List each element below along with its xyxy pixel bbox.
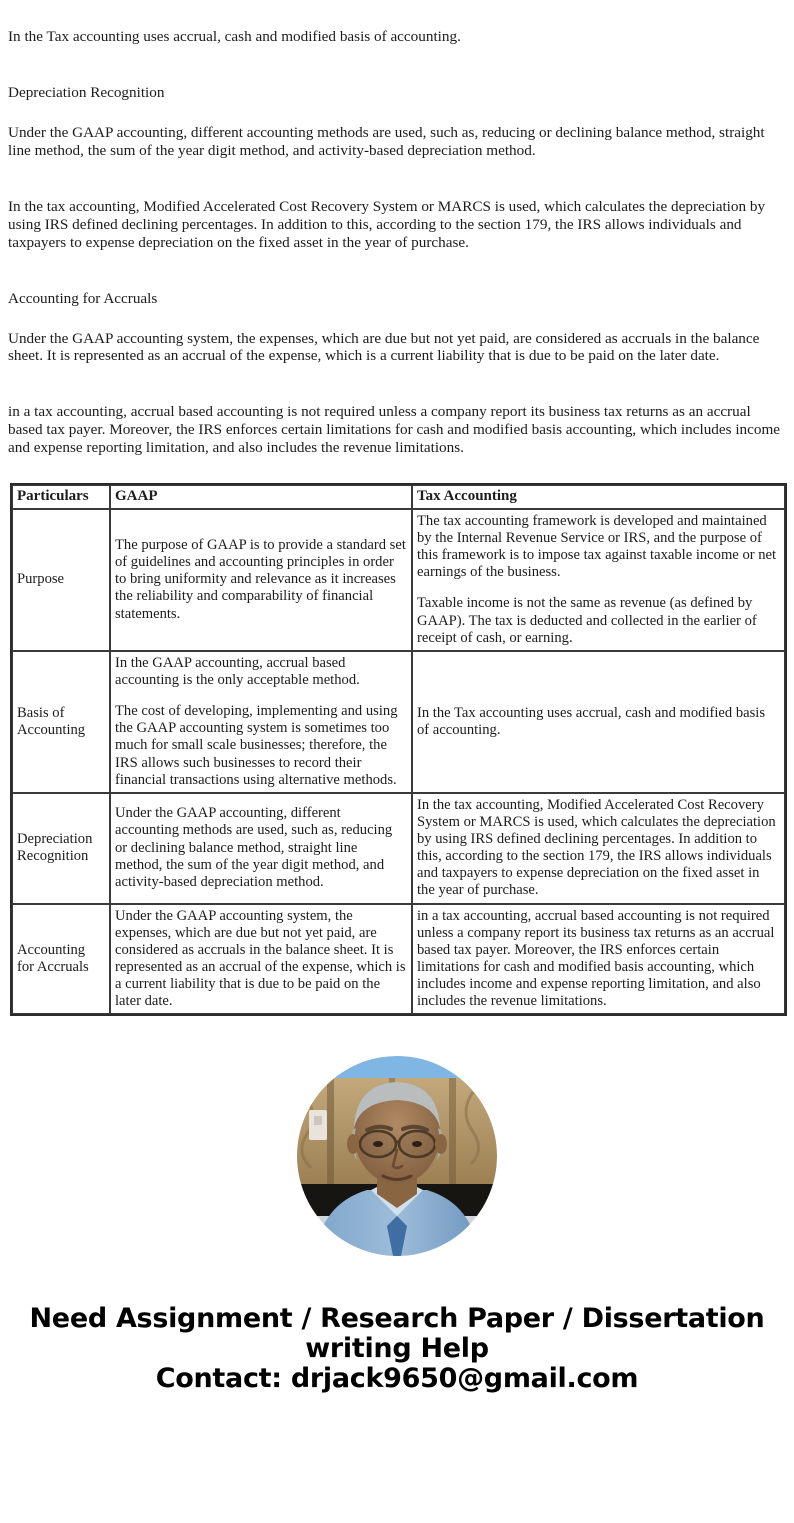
cell-paragraph: The purpose of GAAP is to provide a standard set of guidelines and accounting principles in order to bring uniformity and relevance as it increases the reliability and comparability of financial statements. — [115, 536, 406, 622]
spacer — [8, 365, 786, 403]
cell-gaap — [110, 651, 412, 793]
intro-section — [8, 0, 786, 457]
heading-depreciation-recognition: Depreciation Recognition — [8, 83, 165, 101]
cell-particulars: Accounting for Accruals — [12, 904, 110, 1015]
paragraph-tax-basis: In the Tax accounting uses accrual, cash and modified basis of accounting. — [8, 28, 461, 45]
cell-paragraph: Taxable income is not the same as revenue (as defined by GAAP). The tax is deducted and collected in the earlier of receipt of cash, or earning. — [417, 595, 757, 646]
table-row — [12, 904, 785, 1015]
paragraph-tax-marcs: In the tax accounting, Modified Accelerated Cost Recovery System or MARCS is used, which calculates the depreciation by using IRS defined declining percentages. In addition to this, according to the section 179, the IRS allows individuals and taxpayers to expense depreciation on the fixed asset in the year of purchase. — [8, 197, 766, 251]
cell-tax — [412, 904, 785, 1015]
cell-paragraph: The cost of developing, implementing and using the GAAP accounting system is sometimes too much for small scale businesses; therefore, the IRS allows such businesses to record their financial transactions using alternative methods. — [115, 703, 398, 788]
avatar-photo-icon — [297, 1056, 497, 1256]
column-header-particulars: Particulars — [12, 485, 110, 509]
cell-paragraph: Under the GAAP accounting, different accounting methods are used, such as, reducing or declining balance method, straight line method, the sum of the year digit method, and activity-based depreciation method. — [115, 805, 393, 890]
cell-particulars: Basis of Accounting — [12, 651, 110, 793]
cell-gaap — [110, 904, 412, 1015]
paragraph-tax-accruals: in a tax accounting, accrual based accounting is not required unless a company report its business tax returns as an accrual based tax payer. Moreover, the IRS enforces certain limitations for cash and modified basis accounting, which includes income and expense reporting limitation, and also includes the revenue limitations. — [8, 403, 781, 457]
table-row — [12, 793, 785, 904]
cell-paragraph: in a tax accounting, accrual based accounting is not required unless a company report its business tax returns as an accrual based tax payer. Moreover, the IRS enforces certain limitations for cash and modified basis accounting, which includes income and expense reporting limitation, and also includes the revenue limitations. — [417, 907, 775, 1010]
spacer — [8, 252, 786, 290]
cell-gaap — [110, 509, 412, 651]
table-row — [12, 651, 785, 793]
table-header-row — [12, 485, 785, 509]
portrait-block — [8, 1016, 786, 1256]
cell-tax — [412, 509, 785, 651]
cell-particulars: Depreciation Recognition — [12, 793, 110, 904]
paragraph-gaap-accruals: Under the GAAP accounting system, the expenses, which are due but not yet paid, are considered as accruals in the balance sheet. It is represented as an accrual of the expense, which is a current liability that is due to be paid on the later date. — [8, 329, 760, 365]
cell-paragraph: The tax accounting framework is developed and maintained by the Internal Revenue Service or IRS, and the purpose of this framework is to impose tax against taxable income or net earnings of the business. — [417, 512, 777, 581]
footer-line-1: Need Assignment / Research Paper / Dissertation — [29, 1303, 765, 1335]
cell-paragraph: In the tax accounting, Modified Accelerated Cost Recovery System or MARCS is used, which calculates the depreciation by using IRS defined declining percentages. In addition to this, according to the section 179, the IRS allows individuals and taxpayers to expense depreciation on the fixed asset in the year of purchase. — [417, 796, 776, 899]
comparison-table-wrap — [8, 457, 786, 1016]
spacer — [8, 160, 786, 198]
cell-tax — [412, 651, 785, 793]
paragraph-gaap-depreciation-methods: Under the GAAP accounting, different accounting methods are used, such as, reducing or declining balance method, straight line method, the sum of the year digit method, and activity-based depreciation method. — [8, 123, 765, 159]
footer-line-3: Contact: drjack9650@gmail.com — [155, 1362, 639, 1394]
cell-paragraph: In the Tax accounting uses accrual, cash and modified basis of accounting. — [417, 704, 766, 738]
cell-paragraph: Under the GAAP accounting system, the expenses, which are due but not yet paid, are considered as accruals in the balance sheet. It is represented as an accrual of the expense, which is a current liability that is due to be paid on the later date. — [115, 907, 406, 1010]
column-header-tax-accounting: Tax Accounting — [412, 485, 785, 509]
heading-accounting-for-accruals: Accounting for Accruals — [8, 289, 158, 307]
footer-line-2: writing Help — [305, 1333, 489, 1365]
table-row — [12, 509, 785, 651]
cell-particulars: Purpose — [12, 509, 110, 651]
spacer — [8, 46, 786, 84]
gaap-vs-tax-accounting-table — [10, 483, 787, 1016]
cell-gaap — [110, 793, 412, 904]
cell-paragraph: In the GAAP accounting, accrual based accounting is the only acceptable method. — [115, 654, 360, 688]
contact-footer — [8, 1256, 786, 1419]
cell-tax — [412, 793, 785, 904]
spacer — [8, 308, 786, 330]
column-header-gaap: GAAP — [110, 485, 412, 509]
spacer — [8, 102, 786, 124]
